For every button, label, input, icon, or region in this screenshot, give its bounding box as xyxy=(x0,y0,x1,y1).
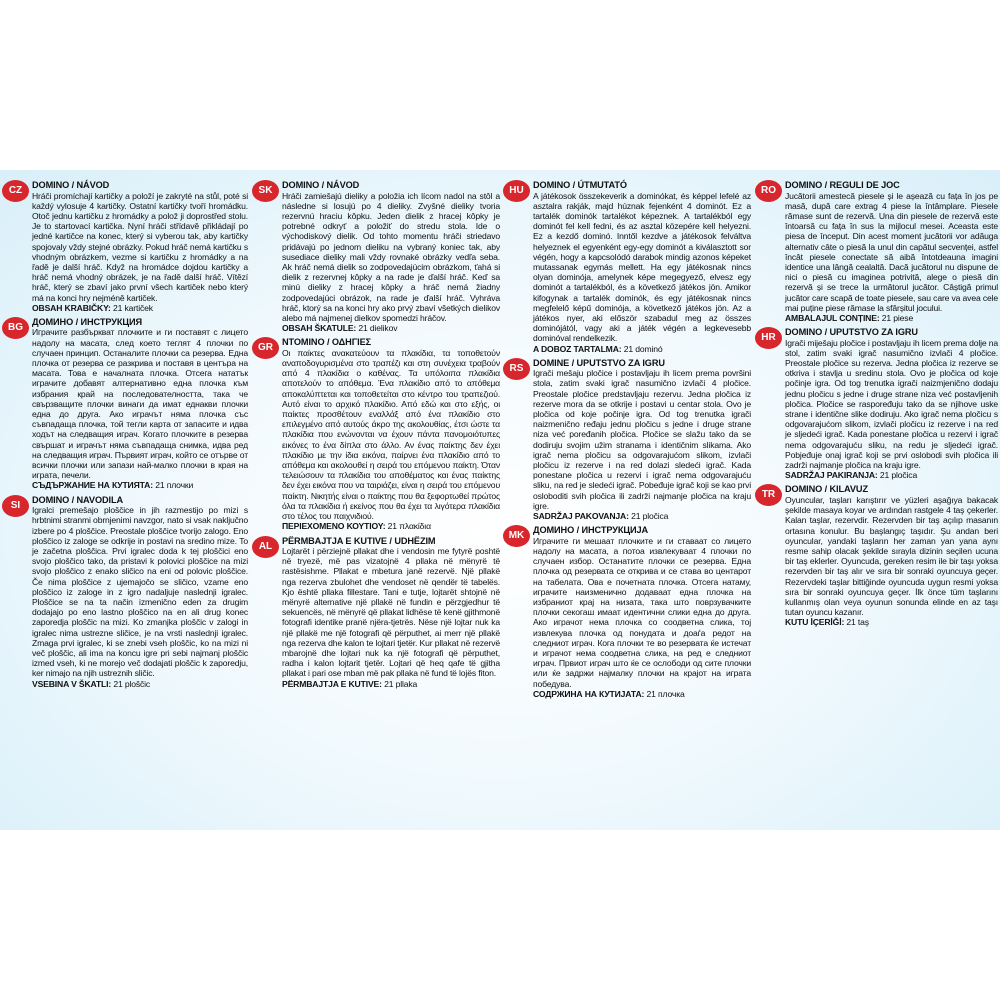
language-badge-bg: BG xyxy=(2,317,29,339)
box-contents-label: AMBALAJUL CONȚINE: xyxy=(785,312,880,323)
box-contents-hr xyxy=(785,470,998,480)
section-title-hr: DOMINO / UPUTSTVO ZA IGRU xyxy=(785,327,918,338)
language-badge-hu: HU xyxy=(503,180,530,202)
box-contents-label: OBSAH KRABIČKY: xyxy=(32,302,111,313)
section-title-mk: ДОМИНО / ИНСТРУКЦИЈА xyxy=(533,525,649,536)
language-badge-tr: TR xyxy=(755,484,782,506)
section-hr xyxy=(755,327,998,480)
language-badge-al: AL xyxy=(252,536,279,558)
box-contents-mk xyxy=(533,689,751,699)
section-title-si: DOMINO / NAVODILA xyxy=(32,494,124,505)
instruction-sheet xyxy=(0,170,1000,830)
section-bg xyxy=(2,317,248,491)
box-contents-value: 21 плочки xyxy=(155,480,194,491)
box-contents-hu xyxy=(533,344,751,354)
box-contents-label: SADRŽAJ PAKOVANJA: xyxy=(533,511,629,522)
box-contents-si xyxy=(32,679,248,689)
language-badge-hr: HR xyxy=(755,327,782,349)
box-contents-value: 21 taş xyxy=(846,617,869,628)
box-contents-value: 21 pllaka xyxy=(384,678,418,689)
box-contents-value: 21 πλακίδια xyxy=(387,521,431,532)
language-badge-si: SI xyxy=(2,495,29,517)
section-body-ro: Jucătorii amestecă piesele și le așează cu fața în jos pe masă, după care extrag 4 piese la întâmplare. Piesele rămase sunt de rezervă. Una din piesele de rezervă este întoarsă cu fața în sus la mijlocul mesei. Aceasta este piesa de început. Din acest moment jucătorii vor adăuga alternativ câte o piesă la unul din capătul secvenței, astfel încât piesele conectate să aibă întotdeauna imagini identice una lângă cealaltă. Dacă jucătorul nu dispune de nici o piesă cu imaginea potrivită, alege o piesă din rezervă și se trece la următorul jucător. Câștigă primul jucător care scapă de toate piesele, sau care va avea cele mai puține piese rămase la sfârșitul jocului. xyxy=(785,190,998,313)
box-contents-cz xyxy=(32,303,248,313)
section-body-gr: Οι παίκτες ανακατεύουν τα πλακίδια, τα τοποθετούν αναποδογυρισμένα στο τραπέζι και στη συνέχεια τραβούν από 4 πλακίδια ο καθένας. Τα υπόλοιπα πλακίδια αποτελούν το απόθεμα. Ένα πλακίδιο από το απόθεμα αποκαλύπτεται και τοποθετείται στο κέντρο του τραπεζιού. Αυτό είναι το αρχικό πλακίδιο. Από εδώ και στο εξής, οι παίκτες προσθέτουν εναλλάξ από ένα πλακίδιο στο επιλεγμένο από αυτούς άκρο της ακολουθίας, έτσι ώστε τα πλακίδια που ενώνονται να έχουν πάντα πανομοιότυπες εικόνες το ένα δίπλα στο άλλο. Αν ένας παίκτης δεν έχει πλακίδιο με την ίδια εικόνα, παίρνει ένα πλακίδιο από το απόθεμα και ακολουθεί η σειρά του επόμενου παίκτη. Όταν τελειώσουν τα πλακίδια του αποθέματος και ένας παίκτης δεν έχει εικόνα που να ταιριάζει, είναι η σειρά του επόμενου παίκτη. Νικητής είναι ο παίκτης που θα ξεφορτωθεί πρώτος όλα τα πλακίδια ή εκείνος που θα έχει τα λιγότερα πλακίδια στο τέλος του παιχνιδιού. xyxy=(282,347,500,522)
language-badge-rs: RS xyxy=(503,358,530,380)
section-gr xyxy=(252,337,500,531)
box-contents-label: PËRMBAJTJA E KUTIVE: xyxy=(282,678,382,689)
section-tr xyxy=(755,484,998,627)
language-badge-cz: CZ xyxy=(2,180,29,202)
section-sk xyxy=(252,180,500,333)
box-contents-bg xyxy=(32,480,248,490)
column-3 xyxy=(503,180,751,703)
section-body-tr: Oyuncular, taşları karıştırır ve yüzleri aşağıya bakacak şekilde masaya koyar ve ardından rastgele 4 taş çekerler. Kalan taşlar, rezervdir. Rezervden bir taş açılıp masanın ortasına konulur. Bu başlangıç taşıdır. Şu andan beri oyuncular, yandaki taşların her zaman yan yana aynı resme sahip olacak şekilde sırayla dizinin seçilen ucuna bir taş eklerler. Oyuncuda, gereken resim ile bir taşı yoksa rezervden bir taş alır ve sıra bir sonraki oyuncuya geçer. Rezervdeki taşlar bittiğinde oyuncuda uygun resmi yoksa sıra bir sonraki oyuncuya geçer. İlk önce tüm taşlarını kullanmış olan veya oyunun sonunda elinde en az taşı tutan oyuncu kazanır. xyxy=(785,494,998,618)
section-body-rs: Igrači mešaju pločice i postavljaju ih licem prema površini stola, zatim svaki igrač nasumično izvlači 4 pločice. Preostale pločice predstavljaju rezervu. Jedna pločica iz rezerve mora da se otkrije i postavi u centar stola. Ovo je pločica od koje počinje igra. Od tog trenutka igrači naizmenično ređaju jednu pločicu s jedne i druge strane niza već poređanih pločica. Pločice se slažu tako da se dodiruju svojim užim stranama i identičnim slikama. Ako igrač nema pločicu sa odgovarajućom slikom, izvlači pločicu iz rezerve i na red dolazi sledeći igrač. Kada ponestane pločica u rezervi i igrač nema odgovarajuću sliku, na red je sledeći igrač. Pobeđuje igrač koji se kao prvi osloboditi svih pločica ili zadrži najmanje pločica na kraju igre. xyxy=(533,368,751,511)
box-contents-value: 21 ploščic xyxy=(113,678,151,689)
section-body-si: Igralci premešajo ploščice in jih razmestijo po mizi s hrbtnimi stranmi obrnjenimi navzgor, nato si vsak naključno izbere po 4 ploščice. Preostale ploščice tvorijo zalogo. Eno ploščico iz zaloge se odkrije in postavi na sredino mize. To je začetna ploščica. Prvi igralec doda k tej ploščici eno svojo ploščico tako, da pristavi k polovici ploščice na mizi svojo ploščico z enako sličico na eni od polovic ploščice. Če nima ploščice z ujemajočo se sličico, vzame eno ploščico iz zaloge in z igro nadaljuje naslednji igralec. Ploščice se na ta način izmenično eden za drugim dodajajo po eno lastno ploščico na en ali drug konec zaporedja ploščic na mizi. Ko zmanjka ploščic v zalogi in igralec nima ustrezne sličice, je na vrsti naslednji igralec. Zmaga prvi igralec, ki se znebi vseh ploščic, ko na mizi ni več ploščic, ali ima na koncu igre pri sebi najmanj ploščic izmed vseh, ki ne morejo več dodajati ploščic k zaporedju, ker nimajo na njih ustreznih sličic. xyxy=(32,505,248,679)
section-title-hu: DOMINO / ÚTMUTATÓ xyxy=(533,180,627,190)
section-body-sk: Hráči zamiešajú dieliky a položia ich lícom nadol na stôl a následne si losujú po 4 dieliky. Zvyšné dieliky tvoria rezervnú hraciu kôpku. Jeden dielik z hracej kôpky je potrebné odkryť a položiť do stredu stola. Ide o východiskový dielik. Od tohto momentu hráči striedavo pridávajú po jednom dieliku na vybraný koniec tak, aby susediace dieliky mali vždy rovnaké obrázky vedľa seba. Ak hráč nemá dielik so zodpovedajúcim obrázkom, ťahá si dielik z rezervnej kôpky a na rade je ďalší hráč. Keď sa minú dieliky z hracej kôpky a hráč nemá žiadny zodpovedajúci obrázok, na rade je ďalší hráč. Vyhráva hráč, ktorý sa na konci hry ako prvý zbaví všetkých dielikov alebo má najmenej dielkov spomedzi hráčov. xyxy=(282,190,500,323)
section-body-cz: Hráči promíchají kartičky a položí je zakryté na stůl, poté si každý vylosuje 4 kartičky. Ostatní kartičky tvoří hromádku. Otoč jednu kartičku z hromádky a polož ji doprostřed stolu. Je to startovací kartička. Nyní hráči střídavě přikládají po jedné kartičce na konec, který si vyberou tak, aby kartičky spojovaly vždy stejné obrázky. Pokud hráč nemá kartičku s vhodným obrázkem, vezme si kartičku z hromádky a na řadě je další hráč. Když na hromádce dojdou kartičky a hráč nemá vhodný obrázek, je na řadě další hráč. Vítězí hráč, který se zbaví jako první všech kartiček nebo který má na konci hry nejméně kartiček. xyxy=(32,190,248,303)
language-badge-mk: MK xyxy=(503,525,530,547)
section-title-tr: DOMINO / KILAVUZ xyxy=(785,484,868,495)
box-contents-label: ΠΕΡΙΕΧΟΜΕΝΟ ΚΟΥΤΙΟΥ: xyxy=(282,521,386,532)
box-contents-label: A DOBOZ TARTALMA: xyxy=(533,343,622,354)
section-title-bg: ДОМИНО / ИНСТРУКЦИЯ xyxy=(32,316,142,327)
section-title-gr: ΝΤΟΜΙΝΟ / ΟΔΗΓΙΕΣ xyxy=(282,337,372,348)
box-contents-value: 21 pločica xyxy=(879,470,918,481)
box-contents-label: СОДРЖИНА НА КУТИЈАТА: xyxy=(533,688,645,699)
section-hu xyxy=(503,180,751,354)
box-contents-value: 21 pločica xyxy=(631,511,669,522)
section-title-rs: DOMINE / UPUTSTVO ZA IGRU xyxy=(533,357,665,368)
box-contents-al xyxy=(282,679,500,689)
section-title-ro: DOMINO / REGULI DE JOC xyxy=(785,180,900,190)
section-al xyxy=(252,536,500,689)
section-si xyxy=(2,495,248,689)
box-contents-tr xyxy=(785,617,998,627)
section-cz xyxy=(2,180,248,313)
language-badge-ro: RO xyxy=(755,180,782,202)
column-1 xyxy=(2,180,248,693)
section-title-al: PËRMBAJTJA E KUTIVE / UDHËZIM xyxy=(282,535,436,546)
box-contents-value: 21 piese xyxy=(881,312,914,323)
box-contents-label: VSEBINA V ŠKATLI: xyxy=(32,678,112,689)
language-badge-sk: SK xyxy=(252,180,279,202)
section-body-mk: Играчите ги мешаат плочките и ги ставаат со лицето надолу на масата, а потоа извлекуваат 4 плочки по случаен избор. Останатите плочки се резерва. Една плочка од резервата се открива и се става во центарот на табелата. Ова е почетната плочка. Отсега натаму, играчите наизменично додаваат една плочка на избраниот крај на низата, така што поврзувачките плочки секогаш имаат идентични слики една до друга. Ако играчот нема плочка со соодветна слика, тој извлекува плочка од понудата и доаѓа редот на следниот играч. Кога плочки те во резервата ќе истечат и играчот нема соодветна слика, на ред е следниот играч. Првиот играч што ќе се ослободи од сите плочки или ќе задржи најмалку плочки на крајот на играта победува. xyxy=(533,535,751,689)
section-title-cz: DOMINO / NÁVOD xyxy=(32,180,110,190)
box-contents-gr xyxy=(282,521,500,531)
section-body-bg: Играчите разбъркват плочките и ги поставят с лицето надолу на масата, след което теглят 4 плочки по случаен принцип. Останалите плочки са резерва. Една плочка от резерва се разкрива и поставя в центъра на масата. Това е началната плочка. Отсега нататък играчите добавят алтернативно една плочка към избрания край на последователността, така че свързващите плочки винаги да имат еднакви плочки една до друга. Ако играчът няма плочка със съвпадаща плочка, той тегли карта от запасите и идва ходът на следващия играч. Когато плочките в резерва свършат и играчът няма съвпадаща снимка, идва ред на следващия играч. Първият играч, който се отърве от всички плочки или запази най-малко плочки в края на играта, печели. xyxy=(32,327,248,481)
section-body-al: Lojtarët i përziejnë pllakat dhe i vendosin me fytyrë poshtë në tryezë, më pas vizatojnë 4 pllaka në mënyrë të rastësishme. Pllakat e mbetura janë rezervë. Një pllakë nga rezerva zbulohet dhe vendoset në qendër të tabelës. Kjo është pllaka fillestare. Tani e tutje, lojtarët shtojnë në mënyrë alternative një pllakë në fundin e përzgjedhur të sekuencës, në mënyrë që pllakat lidhëse të kenë gjithmonë fotografi identike pranë njëra-tjetrës. Nëse një lojtar nuk ka një pllakë me një fotografi që përputhet, ai merr një pllakë nga rezerva dhe kalon te lojtari tjetër. Kur pllakat në rezervë mbarojnë dhe lojtari nuk ka një fotografi që përputhet, radha i kalon lojtarit tjetër. Lojtari që heq qafe të gjitha pllakat i pari ose mban më pak pllaka në fund të lojës fiton. xyxy=(282,546,500,679)
box-contents-label: KUTU İÇERİĞİ: xyxy=(785,617,845,628)
section-title-sk: DOMINO / NÁVOD xyxy=(282,180,360,190)
section-body-hu: A játékosok összekeverik a dominókat, és képpel lefelé az asztalra rakják, majd húznak fejenként 4 dominót. Ez a tartalék dominók tartalékot képeznek. A tartalékból egy dominót fel kell fedni, és az asztal közepére kell helyezni. Ez a kezdő dominó. Inntől kezdve a játékosok felváltva helyeznek el egyenként egy-egy dominót a kiválasztott sor végén, hogy a kapcsolódó darabok mindig azonos képeket mutassanak egymás mellett. Ha egy játékosnak nincs olyan dominója, amelynek képe megegyező, elvesz egy dominót a tartalékból, és a következő játékos jön. Amikor kifogynak a tartalék dominók, és egy játékosnak nincs megfelelő képű dominója, a következő játékos jön. Az a játékos nyer, aki először szabadul meg az összes dominójától, vagy aki a játék végén a legkevesebb dominóval rendelkezik. xyxy=(533,190,751,344)
column-4 xyxy=(755,180,998,632)
box-contents-value: 21 dominó xyxy=(623,343,663,354)
column-2 xyxy=(252,180,500,693)
section-ro xyxy=(755,180,998,323)
box-contents-ro xyxy=(785,313,998,323)
section-rs xyxy=(503,358,751,522)
section-body-hr: Igrači miješaju pločice i postavljaju ih licem prema dolje na stol, zatim svaki igrač nasumično izvlači 4 pločice. Preostale pločice su rezerva. Jedna pločica iz rezerve se otkriva i stavlja u sredinu stola. Ovo je pločica od koje počinje igra. Od tog trenutka igrači naizmjenično dodaju jednu pločicu s jedne i druge strane niza već postavljenih pločica. Pločice se raspoređuju tako da se njihove uske strane i identične slike dodiruju. Ako igrač nema pločicu s odgovarajućom slikom, izvlači pločicu iz rezerve i na red je sljedeći igrač. Kada ponestane pločica u rezervi i igrač nema odgovarajuću sliku, na redu je sljedeći igrač. Pobjeđuje onaj igrač koji se prvi oslobodi svih pločica ili zadrži najmanje pločica na kraju igre. xyxy=(785,337,998,471)
section-mk xyxy=(503,525,751,699)
box-contents-value: 21 плочка xyxy=(646,688,685,699)
box-contents-value: 21 dielikov xyxy=(358,323,398,334)
box-contents-rs xyxy=(533,511,751,521)
language-badge-gr: GR xyxy=(252,337,279,359)
box-contents-label: SADRŽAJ PAKIRANJA: xyxy=(785,470,878,481)
box-contents-label: СЪДЪРЖАНИЕ НА КУТИЯТА: xyxy=(32,480,153,491)
box-contents-label: OBSAH ŠKATULE: xyxy=(282,323,357,334)
box-contents-sk xyxy=(282,323,500,333)
box-contents-value: 21 kartiček xyxy=(113,302,153,313)
